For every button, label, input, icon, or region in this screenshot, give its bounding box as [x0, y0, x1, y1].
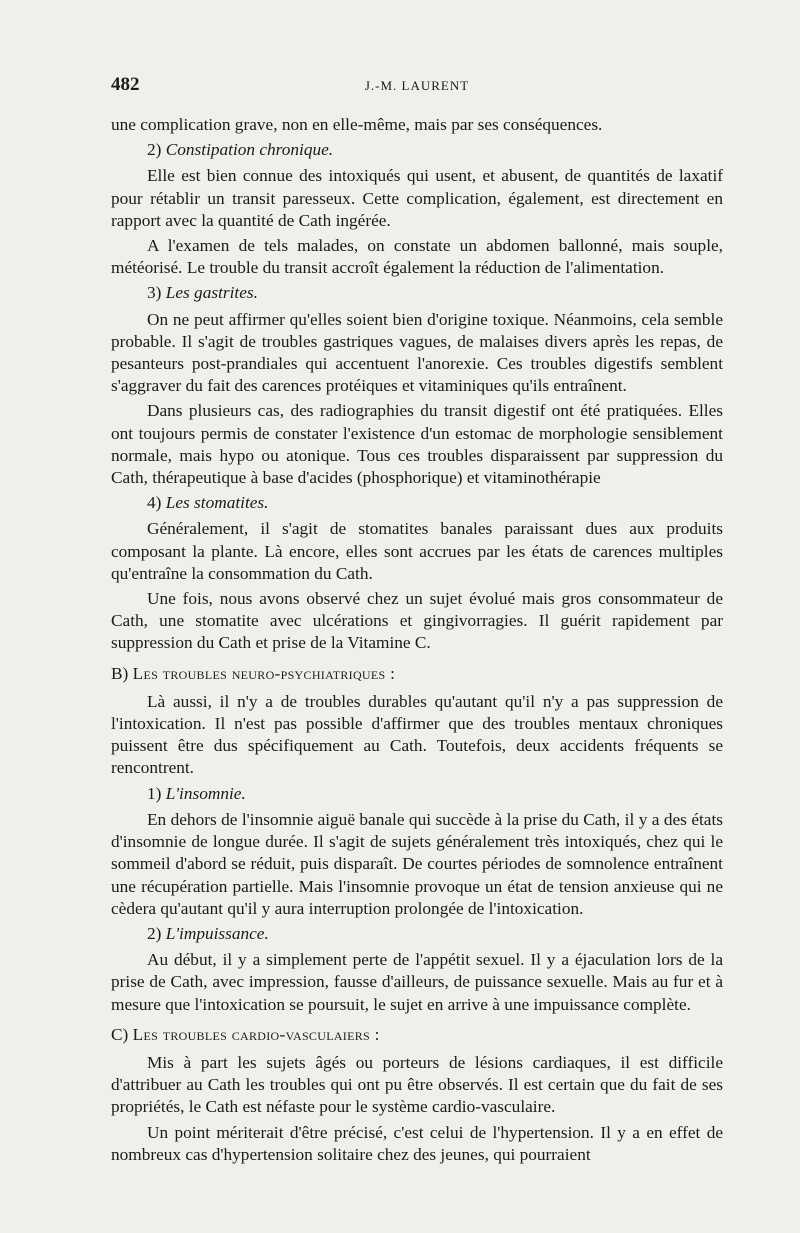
heading-number: 2)	[147, 923, 162, 943]
paragraph: En dehors de l'insomnie aiguë banale qui succède à la prise du Cath, il y a des états d'insomnie de longue durée. Il s'agit de sujets généralement très intoxiqués, chez qui le sommeil d'abord se réduit, puis disparaît. De courtes périodes de somnolence entraînent une récupération partielle. Mais l'insomnie provoque un état de tension anxieuse qui ne cèdera qu'autant qu'il y aura interruption prolongée de l'intoxication.	[111, 809, 723, 918]
heading-title: Constipation chronique.	[165, 140, 334, 160]
paragraph: Là aussi, il n'y a de troubles durables qu'autant qu'il n'y a pas suppression de l'intoxication. Il n'est pas possible d'affirmer que des troubles mentaux chroniques puissent être dus spécifiquement au Cath. Toutefois, deux accidents fréquents se rencontrent.	[111, 691, 723, 778]
page-header	[111, 74, 723, 98]
subsection-heading	[111, 923, 723, 945]
subsection-heading	[111, 492, 723, 514]
heading-title: Les gastrites.	[165, 283, 258, 303]
section-label: B)	[111, 663, 129, 683]
paragraph: Elle est bien connue des intoxiqués qui usent, et abusent, de quantités de laxatif pour rétablir un transit paresseux. Cette complication, également, est directement en rapport avec la quantité de Cath ingérée.	[111, 166, 723, 230]
paragraph: Une fois, nous avons observé chez un sujet évolué mais gros consommateur de Cath, une stomatite avec ulcérations et gingivorragies. Il guérit rapidement par suppression du Cath et prise de la Vitamine C.	[111, 589, 723, 653]
paragraph: Dans plusieurs cas, des radiographies du transit digestif ont été pratiquées. Elles ont toujours permis de constater l'existence d'un estomac de morphologie sensiblement normale, mais hypo ou atonique. Tous ces troubles disparaissent par suppression du Cath, thérapeutique à base d'acides (phosphorique) et vitaminothérapie	[111, 401, 723, 488]
paragraph: A l'examen de tels malades, on constate un abdomen ballonné, mais souple, météorisé. Le trouble du transit accroît également la réduction de l'alimentation.	[111, 236, 723, 278]
subsection-heading	[111, 139, 723, 161]
section-heading	[111, 1024, 723, 1046]
paragraph: Au début, il y a simplement perte de l'appétit sexuel. Il y a éjaculation lors de la prise de Cath, avec impression, fausse d'ailleurs, de puissance sexuelle. Mais au fur et à mesure que l'intoxication se poursuit, le sujet en arrive à une impuissance complète.	[111, 950, 723, 1014]
paragraph: Un point mériterait d'être précisé, c'est celui de l'hypertension. Il y a en effet de nombreux cas d'hypertension solitaire chez des jeunes, qui pourraient	[111, 1122, 723, 1164]
paragraph: une complication grave, non en elle-même, mais par ses conséquences.	[111, 115, 603, 134]
subsection-heading	[111, 783, 723, 805]
heading-number: 3)	[147, 283, 162, 303]
heading-title: L'insomnie.	[165, 783, 246, 803]
section-title: Les troubles neuro-psychiatriques :	[132, 663, 396, 683]
heading-title: Les stomatites.	[165, 493, 269, 513]
body-text	[111, 114, 723, 1169]
page-number: 482	[111, 74, 140, 95]
heading-number: 1)	[147, 783, 162, 803]
heading-title: L'impuissance.	[165, 923, 269, 943]
section-label: C)	[111, 1024, 129, 1044]
running-head: J.-M. LAURENT	[364, 78, 470, 93]
section-heading	[111, 663, 723, 685]
paragraph: Généralement, il s'agit de stomatites banales paraissant dues aux produits composant la plante. Là encore, elles sont accrues par les états de carences multiples qu'entraîne la consommation du Cath.	[111, 519, 723, 583]
subsection-heading	[111, 282, 723, 304]
heading-number: 2)	[147, 140, 162, 160]
paragraph: Mis à part les sujets âgés ou porteurs de lésions cardiaques, il est difficile d'attribuer au Cath les troubles qui ont pu être observés. Il est certain que du fait de ses propriétés, le Cath est néfaste pour le système cardio-vasculaire.	[111, 1052, 723, 1117]
heading-number: 4)	[147, 493, 162, 513]
paragraph: On ne peut affirmer qu'elles soient bien d'origine toxique. Néanmoins, cela semble probable. Il s'agit de troubles gastriques vagues, de malaises divers après les repas, de pesanteurs post-prandiales qui accentuent l'anorexie. Ces troubles digestifs semblent s'aggraver du fait des carences protéiques et vitaminiques qu'ils entraînent.	[111, 309, 723, 396]
section-title: Les troubles cardio-vasculaiers :	[132, 1024, 380, 1044]
